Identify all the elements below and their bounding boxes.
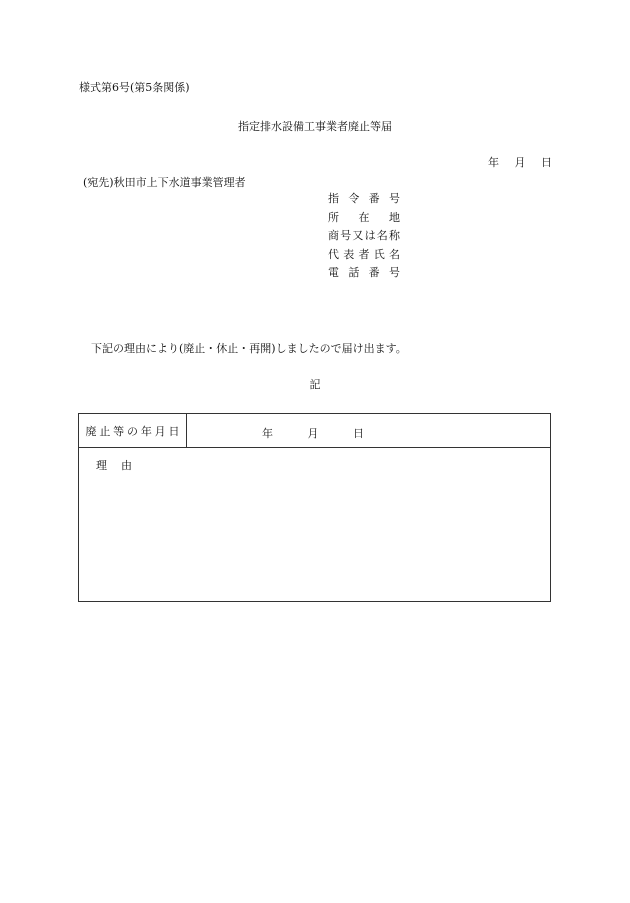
field-trade-name: 商 号 又 は 名 称 (328, 229, 400, 242)
date-row (79, 414, 550, 448)
field-designation-number: 指 令 番 号 (328, 192, 400, 205)
date-day-label: 日 (541, 156, 552, 169)
date-month-label: 月 (514, 156, 526, 169)
year-unit: 年 (262, 427, 273, 440)
reason-label: 理 由 (96, 459, 132, 472)
submission-date (488, 157, 552, 168)
date-year-label: 年 (488, 156, 499, 169)
field-representative-name: 代 表 者 氏 名 (328, 247, 400, 261)
addressee: (宛先)秋田市上下水道事業管理者 (83, 176, 246, 189)
details-table (78, 413, 551, 602)
document-title: 指定排水設備工事業者廃止等届 (238, 120, 392, 133)
day-unit: 日 (353, 427, 364, 440)
field-phone-number: 電 話 番 号 (328, 266, 400, 279)
statement: 下記の理由により(廃止・休止・再開)しましたので届け出ます。 (91, 342, 407, 355)
date-label-cell (79, 414, 187, 447)
date-label: 廃 止 等 の 年 月 日 (85, 424, 180, 438)
ki-heading: 記 (309, 378, 321, 391)
month-unit: 月 (307, 427, 319, 440)
form-number: 様式第6号(第5条関係) (79, 81, 190, 94)
field-address: 所 在 地 (328, 210, 400, 224)
applicant-fields (328, 193, 400, 286)
date-value-cell[interactable] (262, 425, 364, 441)
